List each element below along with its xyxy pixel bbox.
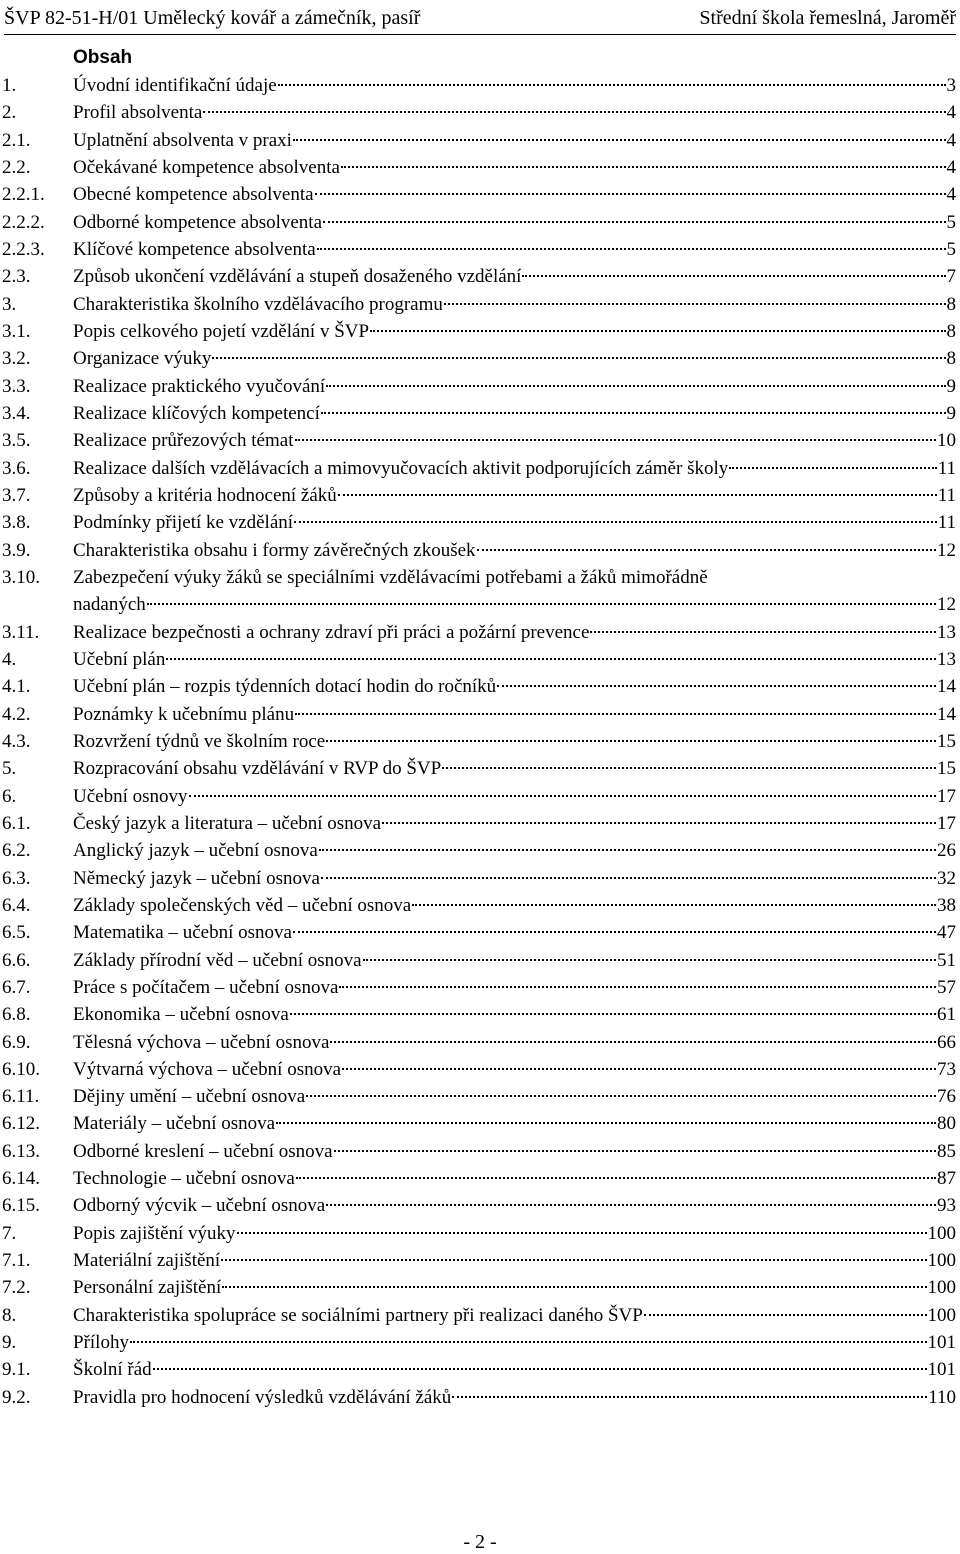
toc-entry-body: [73, 427, 956, 454]
toc-dot-leader: [290, 1013, 936, 1015]
toc-entry[interactable]: [0, 1329, 960, 1356]
toc-entry[interactable]: [0, 1056, 960, 1083]
toc-entry-page: 12: [937, 539, 956, 561]
toc-dot-leader: [321, 412, 946, 414]
toc-dot-leader: [382, 822, 936, 824]
toc-entry-number: 6.13.: [2, 1140, 40, 1162]
toc-entry-title: Zabezpečení výuky žáků se speciálními vzdělávacími potřebami a žáků mimořádně: [73, 566, 708, 588]
toc-entry-page: 47: [937, 922, 956, 944]
toc-entry[interactable]: [0, 810, 960, 837]
toc-entry-body: [73, 1165, 956, 1192]
toc-entry[interactable]: [0, 537, 960, 564]
page-header: [4, 4, 956, 35]
toc-entry-body: [73, 783, 956, 810]
toc-dot-leader: [330, 1041, 936, 1043]
toc-entry-page: 85: [937, 1140, 956, 1162]
toc-entry-body: [73, 127, 956, 154]
toc-entry-body: [73, 619, 956, 646]
toc-entry-page: 9: [946, 402, 956, 424]
toc-entry[interactable]: [0, 755, 960, 782]
toc-entry-number: 6.14.: [2, 1168, 40, 1190]
toc-entry-body: [73, 345, 956, 372]
toc-entry-title: Popis celkového pojetí vzdělání v ŠVP: [73, 320, 370, 342]
toc-entry-title: Výtvarná výchova – učební osnova: [73, 1058, 342, 1080]
toc-entry-title: Realizace dalších vzdělávacích a mimovyučovacích aktivit podporujících záměr školy: [73, 457, 729, 479]
toc-entry-body: [73, 1247, 956, 1274]
toc-entry-number: 3.8.: [2, 512, 31, 534]
toc-dot-leader: [296, 1177, 936, 1179]
toc-title: Obsah: [73, 47, 133, 68]
toc-entry-body: [73, 400, 956, 427]
toc-entry-page: 100: [927, 1250, 956, 1272]
toc-dot-leader: [321, 877, 936, 879]
table-of-contents: [0, 72, 960, 1411]
toc-entry-page: 101: [927, 1359, 956, 1381]
toc-entry-body: [73, 810, 956, 837]
toc-entry[interactable]: [0, 263, 960, 290]
toc-dot-leader: [189, 795, 936, 797]
toc-entry[interactable]: [0, 1302, 960, 1329]
toc-entry-number: 3.6.: [2, 457, 31, 479]
toc-entry-page: 26: [937, 840, 956, 862]
toc-dot-leader: [326, 740, 936, 742]
toc-entry[interactable]: [0, 1356, 960, 1383]
toc-entry-title: Německý jazyk – učební osnova: [73, 867, 320, 889]
toc-entry[interactable]: [0, 892, 960, 919]
toc-entry-title: Rozpracování obsahu vzdělávání v RVP do ŠVP: [73, 758, 442, 780]
toc-entry-page: 12: [937, 594, 956, 616]
toc-entry[interactable]: [0, 99, 960, 126]
toc-dot-leader: [452, 1396, 927, 1398]
toc-entry-body: [73, 455, 956, 482]
toc-entry-title: Charakteristika obsahu i formy závěrečných zkoušek: [73, 539, 476, 561]
toc-entry-number: 9.: [2, 1332, 17, 1354]
toc-entry-number: 3.1.: [2, 320, 31, 342]
toc-entry-page: 57: [937, 976, 956, 998]
toc-entry-number: 6.4.: [2, 894, 31, 916]
toc-entry[interactable]: [0, 1110, 960, 1137]
toc-entry-body: [73, 373, 956, 400]
toc-entry-body: [73, 1356, 956, 1383]
toc-entry-title: Realizace klíčových kompetencí: [73, 402, 320, 424]
toc-dot-leader: [293, 931, 936, 933]
toc-entry-title: Personální zajištění: [73, 1277, 222, 1299]
toc-entry-title: Odborný výcvik – učební osnova: [73, 1195, 326, 1217]
toc-entry-body: [73, 291, 956, 318]
toc-entry-body: [73, 154, 956, 181]
toc-dot-leader: [221, 1259, 926, 1261]
toc-entry[interactable]: [0, 564, 960, 619]
toc-entry-page: 51: [937, 949, 956, 971]
toc-dot-leader: [276, 1122, 936, 1124]
toc-entry-number: 6.2.: [2, 840, 31, 862]
toc-entry-title: Učební plán: [73, 648, 166, 670]
toc-entry-body: [73, 837, 956, 864]
toc-entry[interactable]: [0, 400, 960, 427]
toc-dot-leader: [497, 685, 936, 687]
toc-entry[interactable]: [0, 837, 960, 864]
toc-entry-body: [73, 892, 956, 919]
toc-entry[interactable]: [0, 1029, 960, 1056]
toc-entry-number: 3.9.: [2, 539, 31, 561]
toc-entry-body: [73, 1029, 956, 1056]
toc-entry-title: Práce s počítačem – učební osnova: [73, 976, 339, 998]
toc-entry-number: 5.: [2, 758, 17, 780]
toc-entry-number: 3.7.: [2, 484, 31, 506]
toc-dot-leader: [342, 1068, 936, 1070]
toc-dot-leader: [222, 1286, 926, 1288]
toc-entry-number: 6.12.: [2, 1113, 40, 1135]
toc-entry-page: 11: [937, 512, 956, 534]
toc-dot-leader: [590, 631, 936, 633]
toc-entry-number: 6.8.: [2, 1004, 31, 1026]
toc-entry[interactable]: [0, 1220, 960, 1247]
toc-entry-number: 2.2.1.: [2, 184, 45, 206]
toc-entry[interactable]: [0, 127, 960, 154]
toc-entry[interactable]: [0, 728, 960, 755]
toc-entry-body: [73, 1138, 956, 1165]
toc-entry-page: 5: [946, 238, 956, 260]
toc-entry-page: 4: [946, 102, 956, 124]
toc-entry-number: 6.3.: [2, 867, 31, 889]
toc-entry[interactable]: [0, 1247, 960, 1274]
toc-entry[interactable]: [0, 974, 960, 1001]
toc-entry-page: 14: [937, 703, 956, 725]
toc-entry[interactable]: [0, 181, 960, 208]
toc-entry-page: 15: [937, 730, 956, 752]
toc-entry-page: 14: [937, 676, 956, 698]
toc-entry-title: nadaných: [73, 594, 146, 616]
toc-entry-number: 2.1.: [2, 129, 31, 151]
toc-dot-leader: [339, 986, 936, 988]
toc-entry[interactable]: [0, 619, 960, 646]
toc-entry-body: [73, 1192, 956, 1219]
toc-entry-number: 8.: [2, 1304, 17, 1326]
toc-dot-leader: [315, 193, 946, 195]
toc-entry-title: Technologie – učební osnova: [73, 1168, 295, 1190]
toc-entry-title: Odborné kreslení – učební osnova: [73, 1140, 333, 1162]
toc-entry-title: Způsoby a kritéria hodnocení žáků: [73, 484, 337, 506]
toc-entry-title: Anglický jazyk – učební osnova: [73, 840, 318, 862]
toc-entry-page: 17: [937, 785, 956, 807]
toc-entry-page: 66: [937, 1031, 956, 1053]
toc-dot-leader: [166, 658, 936, 660]
toc-entry[interactable]: [0, 209, 960, 236]
toc-entry-title: Ekonomika – učební osnova: [73, 1004, 289, 1026]
toc-entry-title: Způsob ukončení vzdělávání a stupeň dosaženého vzdělání: [73, 266, 522, 288]
toc-dot-leader: [278, 84, 946, 86]
toc-entry-page: 17: [937, 812, 956, 834]
toc-dot-leader: [338, 494, 937, 496]
toc-entry-title: Úvodní identifikační údaje: [73, 75, 277, 96]
toc-entry-number: 2.2.2.: [2, 211, 45, 233]
toc-dot-leader: [147, 603, 936, 605]
header-school-name: Střední škola řemeslná, Jaroměř: [699, 7, 956, 29]
toc-dot-leader: [203, 111, 945, 113]
toc-entry[interactable]: [0, 919, 960, 946]
toc-entry-number: 9.2.: [2, 1386, 31, 1408]
toc-dot-leader: [442, 767, 936, 769]
toc-entry-title: Učební plán – rozpis týdenních dotací hodin do ročníků: [73, 676, 497, 698]
toc-entry-number: 4.1.: [2, 676, 31, 698]
toc-entry-body: [73, 564, 956, 619]
toc-entry-title: Realizace průřezových témat: [73, 430, 294, 452]
toc-dot-leader: [295, 713, 936, 715]
toc-entry-title: Dějiny umění – učební osnova: [73, 1086, 306, 1108]
toc-entry-body: [73, 1384, 956, 1411]
toc-entry-number: 3.: [2, 293, 17, 315]
toc-entry-title: Klíčové kompetence absolventa: [73, 238, 316, 260]
toc-entry-page: 87: [937, 1168, 956, 1190]
toc-entry-title: Pravidla pro hodnocení výsledků vzdělávání žáků: [73, 1386, 452, 1408]
toc-entry-title: Obecné kompetence absolventa: [73, 184, 314, 206]
toc-entry-title: Přílohy: [73, 1332, 129, 1354]
toc-entry-number: 3.2.: [2, 348, 31, 370]
toc-entry-page: 3: [946, 75, 956, 96]
toc-dot-leader: [130, 1341, 927, 1343]
toc-entry-number: 6.15.: [2, 1195, 40, 1217]
toc-entry-page: 13: [937, 648, 956, 670]
toc-entry[interactable]: [0, 509, 960, 536]
toc-entry-title: Charakteristika školního vzdělávacího programu: [73, 293, 443, 315]
toc-entry-page: 100: [927, 1222, 956, 1244]
toc-entry-body: [73, 537, 956, 564]
toc-dot-leader: [295, 439, 937, 441]
toc-entry-number: 7.1.: [2, 1250, 31, 1272]
toc-entry-title: Popis zajištění výuky: [73, 1222, 236, 1244]
toc-entry-number: 6.6.: [2, 949, 31, 971]
toc-dot-leader: [317, 248, 946, 250]
toc-entry-body: [73, 1056, 956, 1083]
toc-dot-leader: [370, 330, 945, 332]
toc-entry-body: [73, 99, 956, 126]
toc-entry-page: 8: [946, 348, 956, 370]
toc-entry[interactable]: [0, 154, 960, 181]
toc-dot-leader: [294, 521, 937, 523]
toc-entry[interactable]: [0, 427, 960, 454]
toc-entry[interactable]: [0, 646, 960, 673]
toc-entry-page: 4: [946, 129, 956, 151]
toc-entry[interactable]: [0, 947, 960, 974]
toc-dot-leader: [237, 1232, 927, 1234]
toc-entry-number: 3.3.: [2, 375, 31, 397]
toc-entry-title: Uplatnění absolventa v praxi: [73, 129, 292, 151]
toc-entry-page: 80: [937, 1113, 956, 1135]
toc-entry-body: [73, 1083, 956, 1110]
toc-entry-title: Materiální zajištění: [73, 1250, 221, 1272]
toc-entry-title: Realizace praktického vyučování: [73, 375, 326, 397]
toc-entry-title: Profil absolventa: [73, 102, 203, 124]
toc-entry-title: Poznámky k učebnímu plánu: [73, 703, 295, 725]
toc-entry-page: 4: [946, 184, 956, 206]
toc-entry[interactable]: [0, 1165, 960, 1192]
toc-entry-title: Matematika – učební osnova: [73, 922, 292, 944]
toc-entry-page: 76: [937, 1086, 956, 1108]
toc-dot-leader: [293, 139, 946, 141]
toc-entry-page: 100: [927, 1277, 956, 1299]
toc-entry-number: 2.3.: [2, 266, 31, 288]
toc-entry-body: [73, 865, 956, 892]
toc-entry-body: [73, 1302, 956, 1329]
toc-entry-number: 7.: [2, 1222, 17, 1244]
toc-entry-title: Realizace bezpečnosti a ochrany zdraví při práci a požární prevence: [73, 621, 590, 643]
toc-entry-number: 7.2.: [2, 1277, 31, 1299]
toc-entry-number: 3.5.: [2, 430, 31, 452]
toc-entry-title: Tělesná výchova – učební osnova: [73, 1031, 330, 1053]
toc-entry-page: 10: [937, 430, 956, 452]
toc-entry-page: 32: [937, 867, 956, 889]
toc-entry-number: 4.2.: [2, 703, 31, 725]
toc-entry[interactable]: [0, 72, 960, 99]
toc-entry-number: 2.2.3.: [2, 238, 45, 260]
toc-entry-number: 6.1.: [2, 812, 31, 834]
toc-entry-page: 9: [946, 375, 956, 397]
toc-dot-leader: [729, 467, 936, 469]
toc-entry-number: 1.: [2, 75, 17, 96]
toc-dot-leader: [323, 221, 945, 223]
toc-entry-page: 8: [946, 320, 956, 342]
toc-entry[interactable]: [0, 482, 960, 509]
toc-dot-leader: [522, 275, 945, 277]
toc-entry-page: 101: [927, 1332, 956, 1354]
toc-entry[interactable]: [0, 373, 960, 400]
toc-entry-title: Základy přírodní věd – učební osnova: [73, 949, 362, 971]
toc-entry-title: Očekávané kompetence absolventa: [73, 156, 340, 178]
toc-dot-leader: [319, 849, 936, 851]
toc-dot-leader: [212, 357, 945, 359]
toc-entry-title: Rozvržení týdnů ve školním roce: [73, 730, 326, 752]
toc-dot-leader: [644, 1314, 927, 1316]
toc-entry-page: 11: [937, 484, 956, 506]
toc-entry-title: Podmínky přijetí ke vzdělání: [73, 512, 294, 534]
toc-entry-body: [73, 72, 956, 99]
toc-dot-leader: [444, 303, 946, 305]
toc-entry-page: 7: [946, 266, 956, 288]
toc-entry[interactable]: [0, 673, 960, 700]
toc-entry[interactable]: [0, 236, 960, 263]
toc-entry-body: [73, 236, 956, 263]
toc-entry-body: [73, 509, 956, 536]
toc-entry-body: [73, 1001, 956, 1028]
toc-entry[interactable]: [0, 701, 960, 728]
toc-entry-number: 6.9.: [2, 1031, 31, 1053]
toc-entry[interactable]: [0, 345, 960, 372]
toc-dot-leader: [306, 1095, 936, 1097]
toc-entry-body: [73, 1274, 956, 1301]
toc-entry[interactable]: [0, 1001, 960, 1028]
toc-entry-number: 3.4.: [2, 402, 31, 424]
toc-entry[interactable]: [0, 1138, 960, 1165]
toc-entry-number: 6.5.: [2, 922, 31, 944]
page-number: - 2 -: [463, 1531, 497, 1553]
toc-entry-body: [73, 318, 956, 345]
toc-entry-title: Odborné kompetence absolventa: [73, 211, 323, 233]
toc-entry[interactable]: [0, 455, 960, 482]
toc-entry-body: [73, 209, 956, 236]
toc-entry[interactable]: [0, 318, 960, 345]
toc-entry-number: 3.10.: [2, 566, 40, 588]
toc-entry-page: 61: [937, 1004, 956, 1026]
toc-dot-leader: [153, 1368, 927, 1370]
toc-dot-leader: [363, 959, 936, 961]
toc-dot-leader: [477, 549, 936, 551]
toc-dot-leader: [334, 1150, 936, 1152]
toc-entry[interactable]: [0, 865, 960, 892]
toc-entry-body: [73, 701, 956, 728]
toc-dot-leader: [326, 1204, 936, 1206]
toc-entry-number: 9.1.: [2, 1359, 31, 1381]
toc-entry-number: 4.: [2, 648, 17, 670]
toc-entry-title: Charakteristika spolupráce se sociálními partnery při realizaci daného ŠVP: [73, 1304, 643, 1326]
toc-entry-page: 73: [937, 1058, 956, 1080]
toc-entry-title: Materiály – učební osnova: [73, 1113, 276, 1135]
toc-entry[interactable]: [0, 1192, 960, 1219]
toc-dot-leader: [412, 904, 936, 906]
toc-entry[interactable]: [0, 1384, 960, 1411]
toc-entry-page: 110: [928, 1386, 956, 1408]
toc-entry-body: [73, 947, 956, 974]
toc-entry-number: 3.11.: [2, 621, 40, 643]
toc-entry-title: Organizace výuky: [73, 348, 212, 370]
toc-entry-number: 2.2.: [2, 156, 31, 178]
toc-entry-body: [73, 1110, 956, 1137]
toc-entry-body: [73, 728, 956, 755]
toc-entry-body: [73, 1329, 956, 1356]
toc-entry-page: 4: [946, 156, 956, 178]
toc-entry-page: 8: [946, 293, 956, 315]
toc-entry-page: 15: [937, 758, 956, 780]
toc-entry[interactable]: [0, 291, 960, 318]
toc-entry-page: 38: [937, 894, 956, 916]
toc-entry-page: 13: [937, 621, 956, 643]
toc-entry-body: [73, 974, 956, 1001]
toc-entry-page: 11: [937, 457, 956, 479]
toc-entry-number: 6.10.: [2, 1058, 40, 1080]
toc-entry-number: 2.: [2, 102, 17, 124]
toc-entry-title: Učební osnovy: [73, 785, 188, 807]
toc-entry-page: 93: [937, 1195, 956, 1217]
toc-entry-number: 6.7.: [2, 976, 31, 998]
toc-dot-leader: [341, 166, 946, 168]
toc-entry-body: [73, 755, 956, 782]
toc-entry-page: 100: [927, 1304, 956, 1326]
toc-entry[interactable]: [0, 1274, 960, 1301]
toc-entry[interactable]: [0, 783, 960, 810]
toc-entry-body: [73, 482, 956, 509]
toc-entry-body: [73, 1220, 956, 1247]
toc-entry-number: 6.11.: [2, 1086, 40, 1108]
toc-entry-body: [73, 263, 956, 290]
toc-entry-number: 4.3.: [2, 730, 31, 752]
toc-dot-leader: [326, 385, 945, 387]
toc-entry[interactable]: [0, 1083, 960, 1110]
toc-entry-body: [73, 181, 956, 208]
toc-entry-body: [73, 919, 956, 946]
toc-entry-title: Český jazyk a literatura – učební osnova: [73, 812, 382, 834]
toc-entry-page: 5: [946, 211, 956, 233]
toc-entry-number: 6.: [2, 785, 17, 807]
toc-entry-body: [73, 646, 956, 673]
header-program-title: ŠVP 82-51-H/01 Umělecký kovář a zámečník, pasíř: [4, 7, 421, 29]
toc-entry-title: Školní řád: [73, 1359, 152, 1381]
toc-entry-title: Základy společenských věd – učební osnova: [73, 894, 412, 916]
toc-entry-body: [73, 673, 956, 700]
